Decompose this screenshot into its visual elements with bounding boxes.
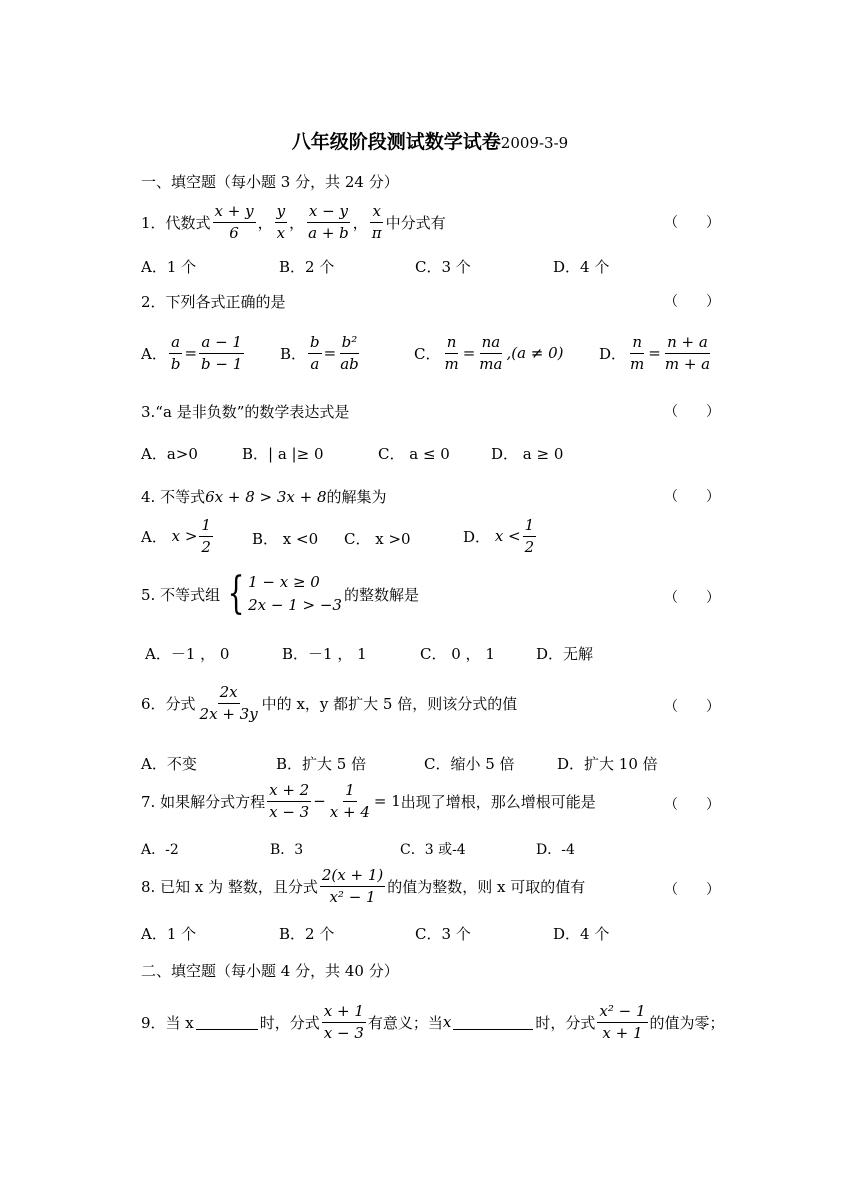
q6-option-c: C．缩小 5 倍 — [424, 755, 515, 773]
q3-answer-paren: （ ） — [664, 404, 720, 420]
left-brace-icon: { — [227, 568, 245, 620]
q1-suffix: 中分式有 — [385, 213, 446, 232]
q6-option-a: A．不变 — [141, 755, 197, 773]
section-heading-1-text: 一、填空题（每小题 3 分，共 24 分） — [141, 173, 399, 191]
q4-expression: 6x + 8 > 3x + 8 — [205, 487, 327, 506]
q1-prefix: 1．代数式 — [141, 213, 211, 232]
q3-text: 3.“a 是非负数”的数学表达式是 — [141, 403, 350, 421]
q5-answer-paren: （ ） — [664, 590, 720, 606]
q9-fraction-1: $\frac{x + 1}{x - 3}$ — [323, 1002, 364, 1042]
question-8: 8. 已知 x 为 整数，且分式 $\frac{2(x + 1)}{\text{x² − 1}}$ 的值为整数，则 x 可取的值有 — [141, 866, 586, 906]
q7-fraction-2: $\frac{1}{x + 4}$ — [329, 781, 370, 821]
q1-answer-paren: （ ） — [664, 215, 720, 231]
q8-option-a: A．1 个 — [141, 925, 197, 943]
section-heading-1 — [141, 171, 399, 192]
q9-fraction-2: $\frac{\text{x² − 1}}{x + 1}$ — [599, 1002, 646, 1042]
q8-option-b: B．2 个 — [279, 925, 335, 943]
exam-title-main: 八年级阶段测试数学试卷 — [291, 131, 501, 153]
q1-fraction-2: $\frac{y}{x}$ — [276, 202, 286, 242]
q1-fraction-3: $\frac{x - y}{a + b}$ — [308, 202, 349, 242]
q8-answer-paren: （ ） — [664, 882, 720, 898]
q5-option-b: B．－1 ， 1 — [282, 645, 367, 663]
q1-option-d: D．4 个 — [553, 258, 610, 276]
question-4: 4. 不等式 6x + 8 > 3x + 8 的解集为 — [141, 487, 387, 506]
q6-fraction: $\frac{2x}{2x + 3y}$ — [199, 683, 258, 723]
q7-fraction-1: $\frac{x + 2}{x - 3}$ — [269, 781, 310, 821]
q2-option-c: C． $\frac{n}{m}$ = $\frac{na}{ma}$ ,(a ≠ 0) — [414, 333, 564, 373]
q5-option-c: C． 0 ， 1 — [420, 645, 495, 663]
q4-option-d: D． x < $\frac{1}{2}$ — [463, 516, 535, 556]
q2-option-d: D． $\frac{n}{m}$ = $\frac{n + a}{m + a}$ — [599, 333, 711, 373]
section-heading-2 — [141, 960, 399, 981]
q9-answer-blank-2[interactable] — [453, 1015, 533, 1030]
q1-fraction-1: $\frac{x + y}{6}$ — [214, 202, 254, 242]
exam-title — [0, 127, 860, 154]
q5-option-d: D．无解 — [536, 645, 594, 663]
question-3 — [141, 401, 349, 422]
q7-option-b: B．3 — [270, 842, 304, 858]
question-7: 7. 如果解分式方程 $\frac{x + 2}{x - 3}$ − $\frac{1}{x + 4}$ = 1 出现了增根，那么增根可能是 — [141, 781, 596, 821]
question-9: 9．当 x 时，分式 $\frac{x + 1}{x - 3}$ 有意义；当 x 时，分式 $\frac{\text{x² − 1}}{x + 1}$ 的值为零； — [141, 1002, 725, 1042]
q3-option-c: C． a ≤ 0 — [378, 445, 450, 463]
q4-option-c: C． x >0 — [344, 530, 411, 548]
q4-option-b: B． x <0 — [252, 530, 319, 548]
q4-option-a: A． x > $\frac{1}{2}$ — [141, 516, 211, 556]
q6-option-b: B．扩大 5 倍 — [276, 755, 367, 773]
q1-option-c: C．3 个 — [415, 258, 471, 276]
q6-answer-paren: （ ） — [664, 699, 720, 715]
q8-option-d: D．4 个 — [553, 925, 610, 943]
q8-fraction: $\frac{2(x + 1)}{\text{x² − 1}}$ — [321, 866, 384, 906]
q1-option-a: A．1 个 — [141, 258, 197, 276]
q1-option-b: B．2 个 — [279, 258, 335, 276]
q8-option-c: C．3 个 — [415, 925, 471, 943]
q2-text: 2．下列各式正确的是 — [141, 293, 286, 311]
q7-option-a: A．-2 — [141, 842, 179, 858]
q1-fraction-4: $\frac{x}{\pi}$ — [371, 202, 382, 242]
q3-option-b: B．| a |≥ 0 — [242, 445, 324, 463]
q3-option-a: A．a>0 — [141, 445, 198, 463]
q9-answer-blank-1[interactable] — [196, 1015, 258, 1030]
q2-option-a: A． $\frac{a}{b}$ = $\frac{a - 1}{b - 1}$ — [141, 333, 243, 373]
question-6: 6．分式 $\frac{2x}{2x + 3y}$ 中的 x，y 都扩大 5 倍，则该分式的值 — [141, 683, 518, 723]
q5-option-a: A．－1 ， 0 — [145, 645, 230, 663]
exam-date: 2009-3-9 — [500, 134, 569, 152]
q4-answer-paren: （ ） — [664, 489, 720, 505]
q7-answer-paren: （ ） — [664, 797, 720, 813]
q7-option-c: C．3 或-4 — [400, 842, 466, 858]
question-1: 1．代数式 $\frac{x + y}{6}$ ， $\frac{y}{x}$ ， $\frac{x - y}{a + b}$ ， $\frac{x}{\pi}$ 中分式有 — [141, 202, 446, 242]
section-heading-2-text: 二、填空题（每小题 4 分，共 40 分） — [141, 962, 399, 980]
q2-answer-paren: （ ） — [664, 294, 720, 310]
question-5: 5. 不等式组 { 1 − x ≥ 0 2x − 1 > −3 的整数解是 — [141, 568, 419, 620]
question-2 — [141, 291, 286, 312]
q7-option-d: D．-4 — [536, 842, 575, 858]
q3-option-d: D． a ≥ 0 — [491, 445, 564, 463]
q6-option-d: D．扩大 10 倍 — [557, 755, 658, 773]
q2-option-b: B． $\frac{b}{a}$ = $\frac{\text{b²}}{ab}$ — [280, 333, 359, 373]
q5-inequality-system: { 1 − x ≥ 0 2x − 1 > −3 — [227, 568, 342, 620]
